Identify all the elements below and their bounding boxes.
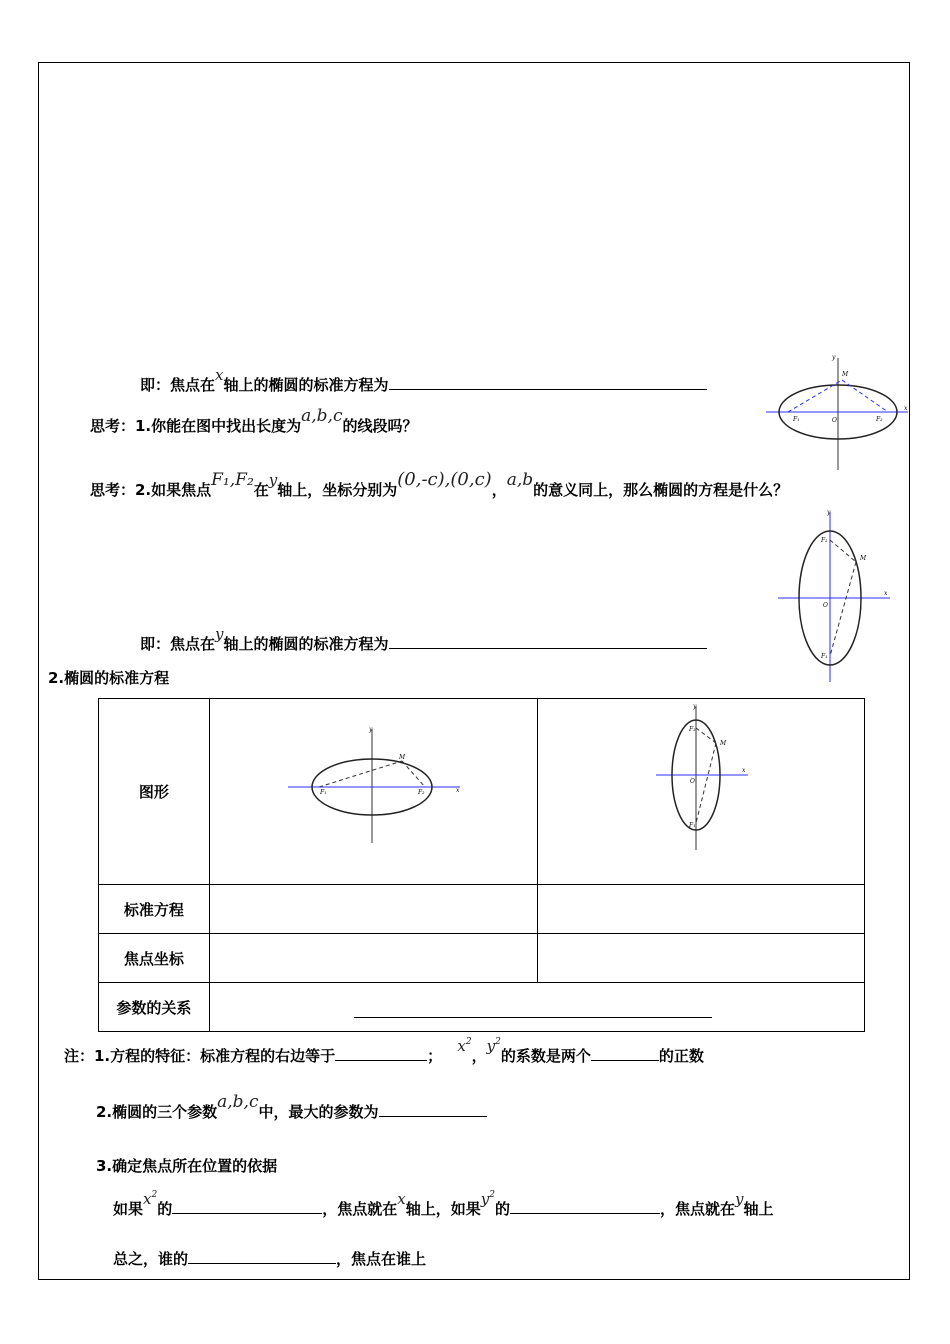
table-row-equation: [99, 885, 865, 934]
row-header-equation: 标准方程: [99, 885, 210, 934]
focal-radius-2: [830, 562, 856, 656]
y-squared-blank[interactable]: [510, 1199, 660, 1214]
x-axis-equation-prompt: 即：焦点在x轴上的椭圆的标准方程为: [140, 375, 707, 395]
focus-rule-1: 如果$x^2$的 ，焦点就在x轴上，如果$y^2$的 ，焦点就在y轴上: [113, 1190, 774, 1218]
origin-label: O: [832, 417, 837, 424]
coefficient-blank[interactable]: [591, 1046, 659, 1061]
y-axis-label: y: [827, 509, 831, 516]
cell-equation-horizontal[interactable]: [209, 885, 537, 934]
think-question-1: 思考：1.你能在图中找出长度为a,b,c的线段吗？: [90, 406, 418, 435]
focus-rule-2: 总之，谁的 ，焦点在谁上: [113, 1250, 427, 1268]
note-1: 注：1.方程的特征：标准方程的右边等于 ； $x^2$，$y^2$的系数是两个 的正数: [64, 1037, 704, 1065]
y-axis-equation-blank[interactable]: [389, 634, 707, 649]
row-header-figure: 图形: [99, 699, 210, 885]
cell-equation-vertical[interactable]: [537, 885, 864, 934]
rhs-blank[interactable]: [335, 1046, 427, 1061]
cell-params[interactable]: [209, 983, 864, 1032]
focus-f1-label: F₁: [688, 822, 696, 829]
x-axis-label: x: [455, 787, 460, 794]
focus-f2-label: F₂: [821, 537, 828, 544]
x-squared-blank[interactable]: [172, 1199, 322, 1214]
row-header-params: 参数的关系: [99, 983, 210, 1032]
note-3-title: 3.确定焦点所在位置的依据: [96, 1157, 278, 1175]
table-vertical-ellipse: [652, 703, 752, 853]
table-horizontal-ellipse: [286, 725, 466, 845]
focus-f2-label: F₂: [688, 726, 696, 733]
origin-label: O: [823, 602, 828, 609]
x-axis-label: x: [741, 767, 746, 774]
focal-radius-2: [402, 761, 425, 787]
cell-foci-horizontal[interactable]: [209, 934, 537, 983]
focus-f2-label: F₂: [417, 789, 425, 796]
cell-foci-vertical[interactable]: [537, 934, 864, 983]
focus-f2-label: F₂: [876, 416, 883, 423]
table-row-foci: [99, 934, 865, 983]
largest-param-blank[interactable]: [379, 1102, 487, 1117]
vertical-ellipse-diagram: [774, 508, 894, 684]
point-m-label: M: [719, 740, 727, 747]
point-m-label: M: [398, 754, 405, 761]
y-axis-equation-prompt: 即：焦点在y轴上的椭圆的标准方程为: [140, 634, 707, 654]
origin-label: O: [689, 778, 695, 785]
focal-radius-1: [319, 761, 402, 787]
x-axis-label: x: [904, 405, 908, 412]
summary-blank[interactable]: [188, 1249, 336, 1264]
focus-f1-label: F₁: [821, 653, 828, 660]
cell-horizontal-figure: [209, 699, 537, 885]
think-question-2: 思考：2.如果焦点F₁,F₂在y轴上，坐标分别为(0,-c),(0,c)，a,b的意义同上，那么椭圆的方程是什么？: [90, 469, 789, 499]
point-m-label: M: [860, 555, 867, 562]
cell-vertical-figure: [537, 699, 864, 885]
y-axis-label: y: [832, 354, 836, 361]
section-2-title: 2.椭圆的标准方程: [48, 669, 170, 687]
row-header-foci: 焦点坐标: [99, 934, 210, 983]
table-row-figure: [99, 699, 865, 885]
focus-f1-label: F₁: [319, 789, 327, 796]
y-axis-label: y: [368, 726, 373, 733]
note-2: 2.椭圆的三个参数a,b,c中，最大的参数为: [96, 1102, 487, 1122]
focal-radius-2: [696, 743, 716, 823]
standard-equation-table: [98, 698, 865, 1032]
table-row-params: [99, 983, 865, 1032]
params-blank-line: [354, 1017, 712, 1018]
horizontal-ellipse-diagram: [762, 352, 912, 474]
y-axis-label: y: [692, 703, 697, 710]
x-axis-equation-blank[interactable]: [389, 375, 707, 390]
focal-radius-2: [842, 380, 888, 412]
point-m-label: M: [842, 371, 849, 378]
focus-f1-label: F₁: [793, 416, 800, 423]
x-axis-label: x: [884, 590, 888, 597]
